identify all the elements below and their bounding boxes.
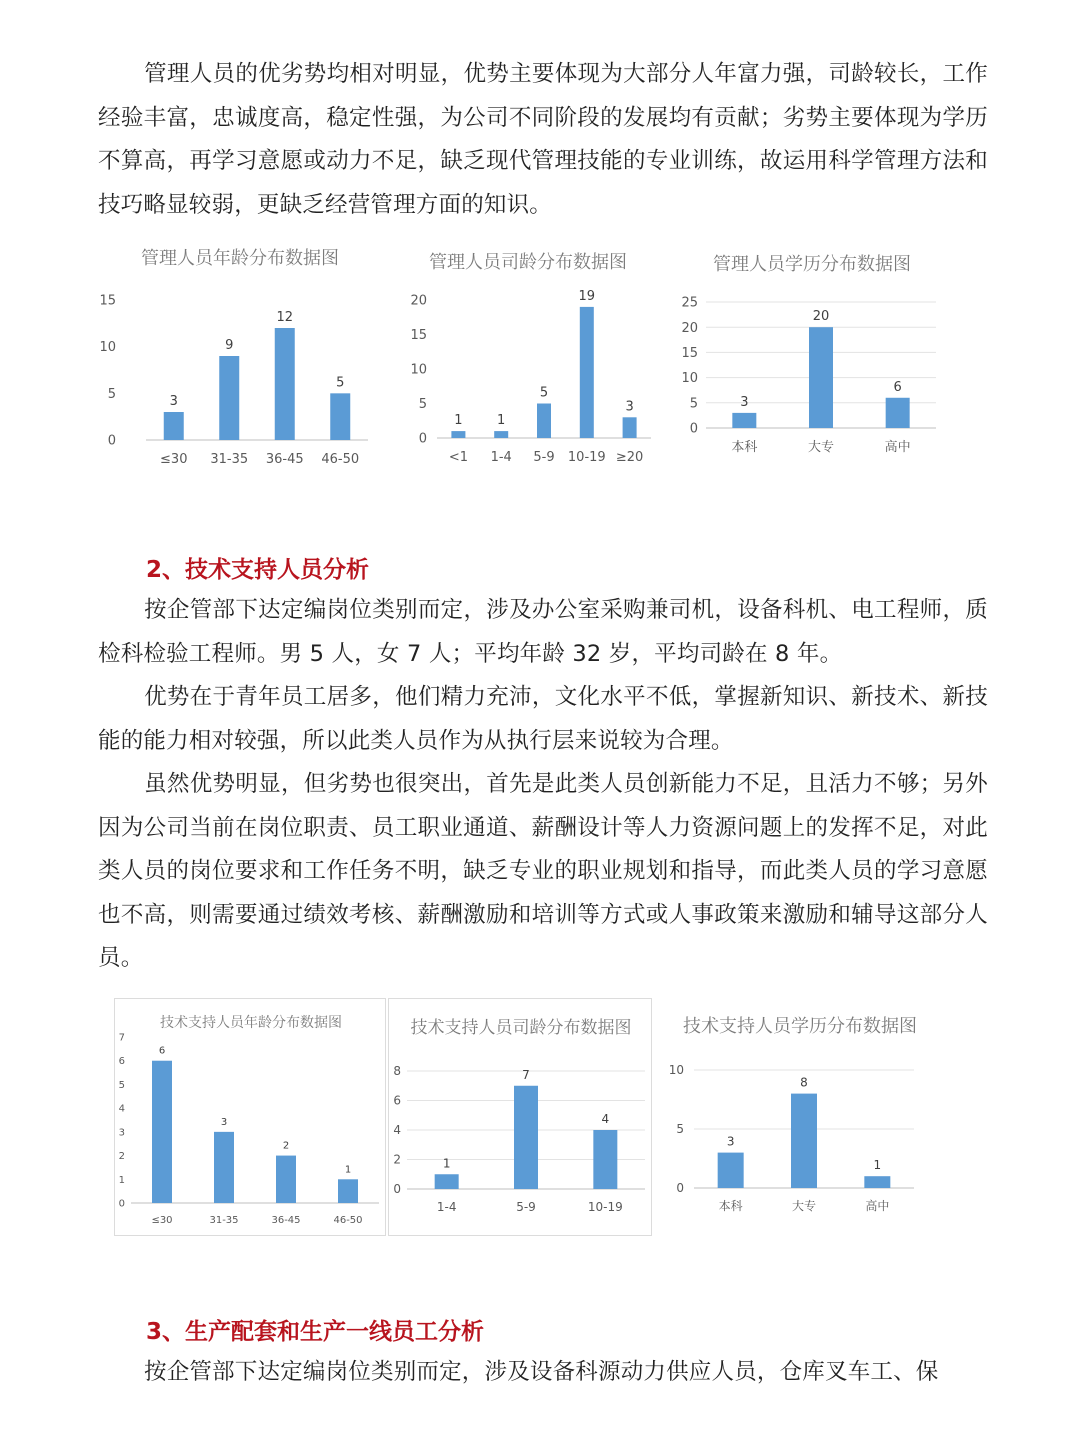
chart-tech-tenure bbox=[388, 998, 652, 1236]
bar bbox=[718, 1153, 744, 1188]
bar bbox=[451, 431, 465, 438]
y-tick-label: 0 bbox=[107, 433, 116, 449]
y-tick-label: 6 bbox=[393, 1093, 401, 1108]
data-label: 1 bbox=[344, 1164, 352, 1176]
data-label: 12 bbox=[276, 310, 294, 325]
data-label: 7 bbox=[522, 1067, 530, 1082]
data-label: 3 bbox=[726, 1134, 735, 1149]
data-label: 5 bbox=[336, 375, 345, 391]
y-tick-label: 2 bbox=[118, 1151, 125, 1163]
y-tick-label: 0 bbox=[676, 1181, 684, 1196]
bar bbox=[330, 393, 350, 440]
chart-title: 管理人员司龄分布数据图 bbox=[429, 252, 627, 273]
chart-title: 技术支持人员年龄分布数据图 bbox=[160, 1015, 342, 1031]
y-tick-label: 10 bbox=[668, 1063, 684, 1078]
y-tick-label: 10 bbox=[99, 340, 116, 356]
section-heading-production-staff: 3、生产配套和生产一线员工分析 bbox=[146, 1319, 485, 1345]
category-label: 本科 bbox=[731, 440, 758, 455]
data-label: 6 bbox=[893, 379, 902, 395]
y-tick-label: 2 bbox=[393, 1152, 401, 1167]
y-tick-label: 6 bbox=[118, 1056, 125, 1068]
data-label: 3 bbox=[220, 1116, 228, 1128]
chart-tech-edu bbox=[664, 998, 936, 1236]
bar bbox=[338, 1179, 358, 1203]
data-label: 2 bbox=[282, 1140, 290, 1152]
chart-svg bbox=[389, 999, 653, 1237]
data-label: 9 bbox=[225, 338, 234, 353]
bar bbox=[275, 328, 295, 440]
bar bbox=[514, 1086, 538, 1189]
bar bbox=[864, 1176, 890, 1188]
paragraph-tech-weaknesses: 虽然优势明显，但劣势也很突出，首先是此类人员创新能力不足，且活力不够；另外因为公司当前在岗位职责、员工职业通道、薪酬设计等人力资源问题上的发挥不足，对此类人员的岗位要求和工作任务不明，缺乏专业的职业规划和指导，而此类人员的学习意愿也不高，则需要通过绩效考核、薪酬激励和培训等方式或人事政策来激励和辅导这部分人员。 bbox=[98, 771, 988, 971]
y-tick-label: 1 bbox=[118, 1174, 125, 1186]
paragraph-tech-composition: 按企管部下达定编岗位类别而定，涉及办公室采购兼司机，设备科机、电工程师，质检科检验工程师。男 5 人，女 7 人；平均年龄 32 岁，平均司龄在 8 年。 bbox=[98, 597, 988, 667]
bar bbox=[214, 1132, 234, 1203]
category-label: 36-45 bbox=[265, 452, 304, 467]
bar bbox=[809, 327, 833, 428]
bar bbox=[791, 1094, 817, 1188]
y-tick-label: 0 bbox=[393, 1182, 401, 1197]
category-label: 31-35 bbox=[209, 1215, 239, 1226]
category-label: 高中 bbox=[865, 1199, 890, 1213]
y-tick-label: 10 bbox=[681, 371, 698, 387]
chart-mgr-edu bbox=[670, 236, 954, 478]
paragraph-production-composition: 按企管部下达定编岗位类别而定，涉及设备科源动力供应人员，仓库叉车工、保 bbox=[144, 1359, 939, 1385]
paragraph-management-strengths: 管理人员的优劣势均相对明显，优势主要体现为大部分人年富力强，司龄较长，工作经验丰富，忠诚度高，稳定性强，为公司不同阶段的发展均有贡献；劣势主要体现为学历不算高，再学习意愿或动力不足，缺乏现代管理技能的专业训练，故运用科学管理方法和技巧略显较弱，更缺乏经营管理方面的知识。 bbox=[98, 61, 988, 218]
bar bbox=[276, 1156, 296, 1203]
bar bbox=[593, 1130, 617, 1189]
bar bbox=[219, 356, 239, 440]
chart-svg bbox=[115, 999, 387, 1237]
chart-mgr-tenure bbox=[393, 236, 663, 478]
y-tick-label: 20 bbox=[681, 320, 698, 336]
y-tick-label: 0 bbox=[118, 1198, 125, 1210]
chart-mgr-age bbox=[94, 236, 386, 478]
y-tick-label: 15 bbox=[681, 345, 698, 361]
y-tick-label: 5 bbox=[107, 386, 116, 402]
chart-svg bbox=[664, 998, 936, 1236]
bar bbox=[886, 398, 910, 428]
data-label: 3 bbox=[169, 394, 178, 409]
chart-svg bbox=[393, 236, 663, 478]
y-tick-label: 5 bbox=[118, 1079, 125, 1091]
y-tick-label: 8 bbox=[393, 1064, 401, 1079]
data-label: 1 bbox=[873, 1158, 882, 1173]
category-label: ≥20 bbox=[615, 450, 644, 465]
bar bbox=[732, 413, 756, 428]
category-label: 本科 bbox=[718, 1199, 743, 1213]
data-label: 19 bbox=[578, 288, 596, 304]
chart-title: 技术支持人员学历分布数据图 bbox=[683, 1016, 917, 1037]
category-label: 36-45 bbox=[271, 1215, 301, 1226]
y-tick-label: 5 bbox=[418, 397, 427, 413]
data-label: 8 bbox=[800, 1075, 808, 1090]
category-label: 5-9 bbox=[516, 1200, 536, 1214]
y-tick-label: 25 bbox=[681, 295, 698, 311]
y-tick-label: 15 bbox=[99, 293, 116, 309]
category-label: 1-4 bbox=[436, 1200, 457, 1214]
category-label: 高中 bbox=[884, 440, 911, 455]
category-label: 大专 bbox=[807, 440, 835, 455]
category-label: 大专 bbox=[791, 1199, 817, 1213]
paragraph-tech-strengths: 优势在于青年员工居多，他们精力充沛，文化水平不低，掌握新知识、新技术、新技能的能力相对较强，所以此类人员作为从执行层来说较为合理。 bbox=[98, 684, 988, 754]
data-label: 1 bbox=[497, 413, 506, 429]
bar bbox=[164, 412, 184, 440]
category-label: <1 bbox=[448, 450, 468, 465]
y-tick-label: 0 bbox=[418, 431, 427, 447]
data-label: 20 bbox=[812, 309, 830, 325]
chart-tech-age bbox=[114, 998, 386, 1236]
y-tick-label: 4 bbox=[118, 1103, 125, 1115]
y-tick-label: 15 bbox=[410, 328, 427, 344]
bar bbox=[580, 307, 594, 438]
category-label: ≤30 bbox=[151, 1215, 173, 1226]
bar bbox=[537, 404, 551, 439]
bar bbox=[435, 1174, 459, 1189]
data-label: 3 bbox=[625, 399, 634, 415]
category-label: 31-35 bbox=[210, 452, 249, 467]
data-label: 1 bbox=[454, 413, 463, 429]
data-label: 4 bbox=[601, 1112, 610, 1126]
data-label: 5 bbox=[539, 385, 549, 401]
chart-title: 管理人员学历分布数据图 bbox=[713, 254, 911, 275]
data-label: 1 bbox=[442, 1156, 451, 1171]
section-heading-tech-support: 2、技术支持人员分析 bbox=[146, 557, 370, 583]
y-tick-label: 5 bbox=[689, 396, 698, 412]
category-label: 5-9 bbox=[533, 450, 555, 465]
category-label: 10-19 bbox=[567, 450, 606, 465]
category-label: 46-50 bbox=[321, 452, 360, 467]
y-tick-label: 20 bbox=[410, 293, 427, 309]
category-label: 1-4 bbox=[490, 450, 512, 465]
y-tick-label: 4 bbox=[393, 1123, 401, 1138]
y-tick-label: 5 bbox=[676, 1122, 684, 1137]
bar bbox=[152, 1061, 172, 1203]
chart-svg bbox=[670, 236, 954, 478]
chart-svg bbox=[94, 236, 386, 478]
y-tick-label: 0 bbox=[689, 421, 698, 437]
data-label: 3 bbox=[740, 394, 749, 410]
y-tick-label: 7 bbox=[118, 1032, 125, 1044]
category-label: 46-50 bbox=[333, 1215, 363, 1226]
data-label: 6 bbox=[158, 1045, 166, 1057]
y-tick-label: 10 bbox=[410, 362, 427, 378]
category-label: 10-19 bbox=[587, 1200, 623, 1214]
chart-title: 管理人员年龄分布数据图 bbox=[141, 248, 339, 269]
bar bbox=[623, 417, 637, 438]
y-tick-label: 3 bbox=[118, 1127, 125, 1139]
category-label: ≤30 bbox=[160, 452, 188, 467]
bar bbox=[494, 431, 508, 438]
chart-title: 技术支持人员司龄分布数据图 bbox=[410, 1018, 632, 1038]
